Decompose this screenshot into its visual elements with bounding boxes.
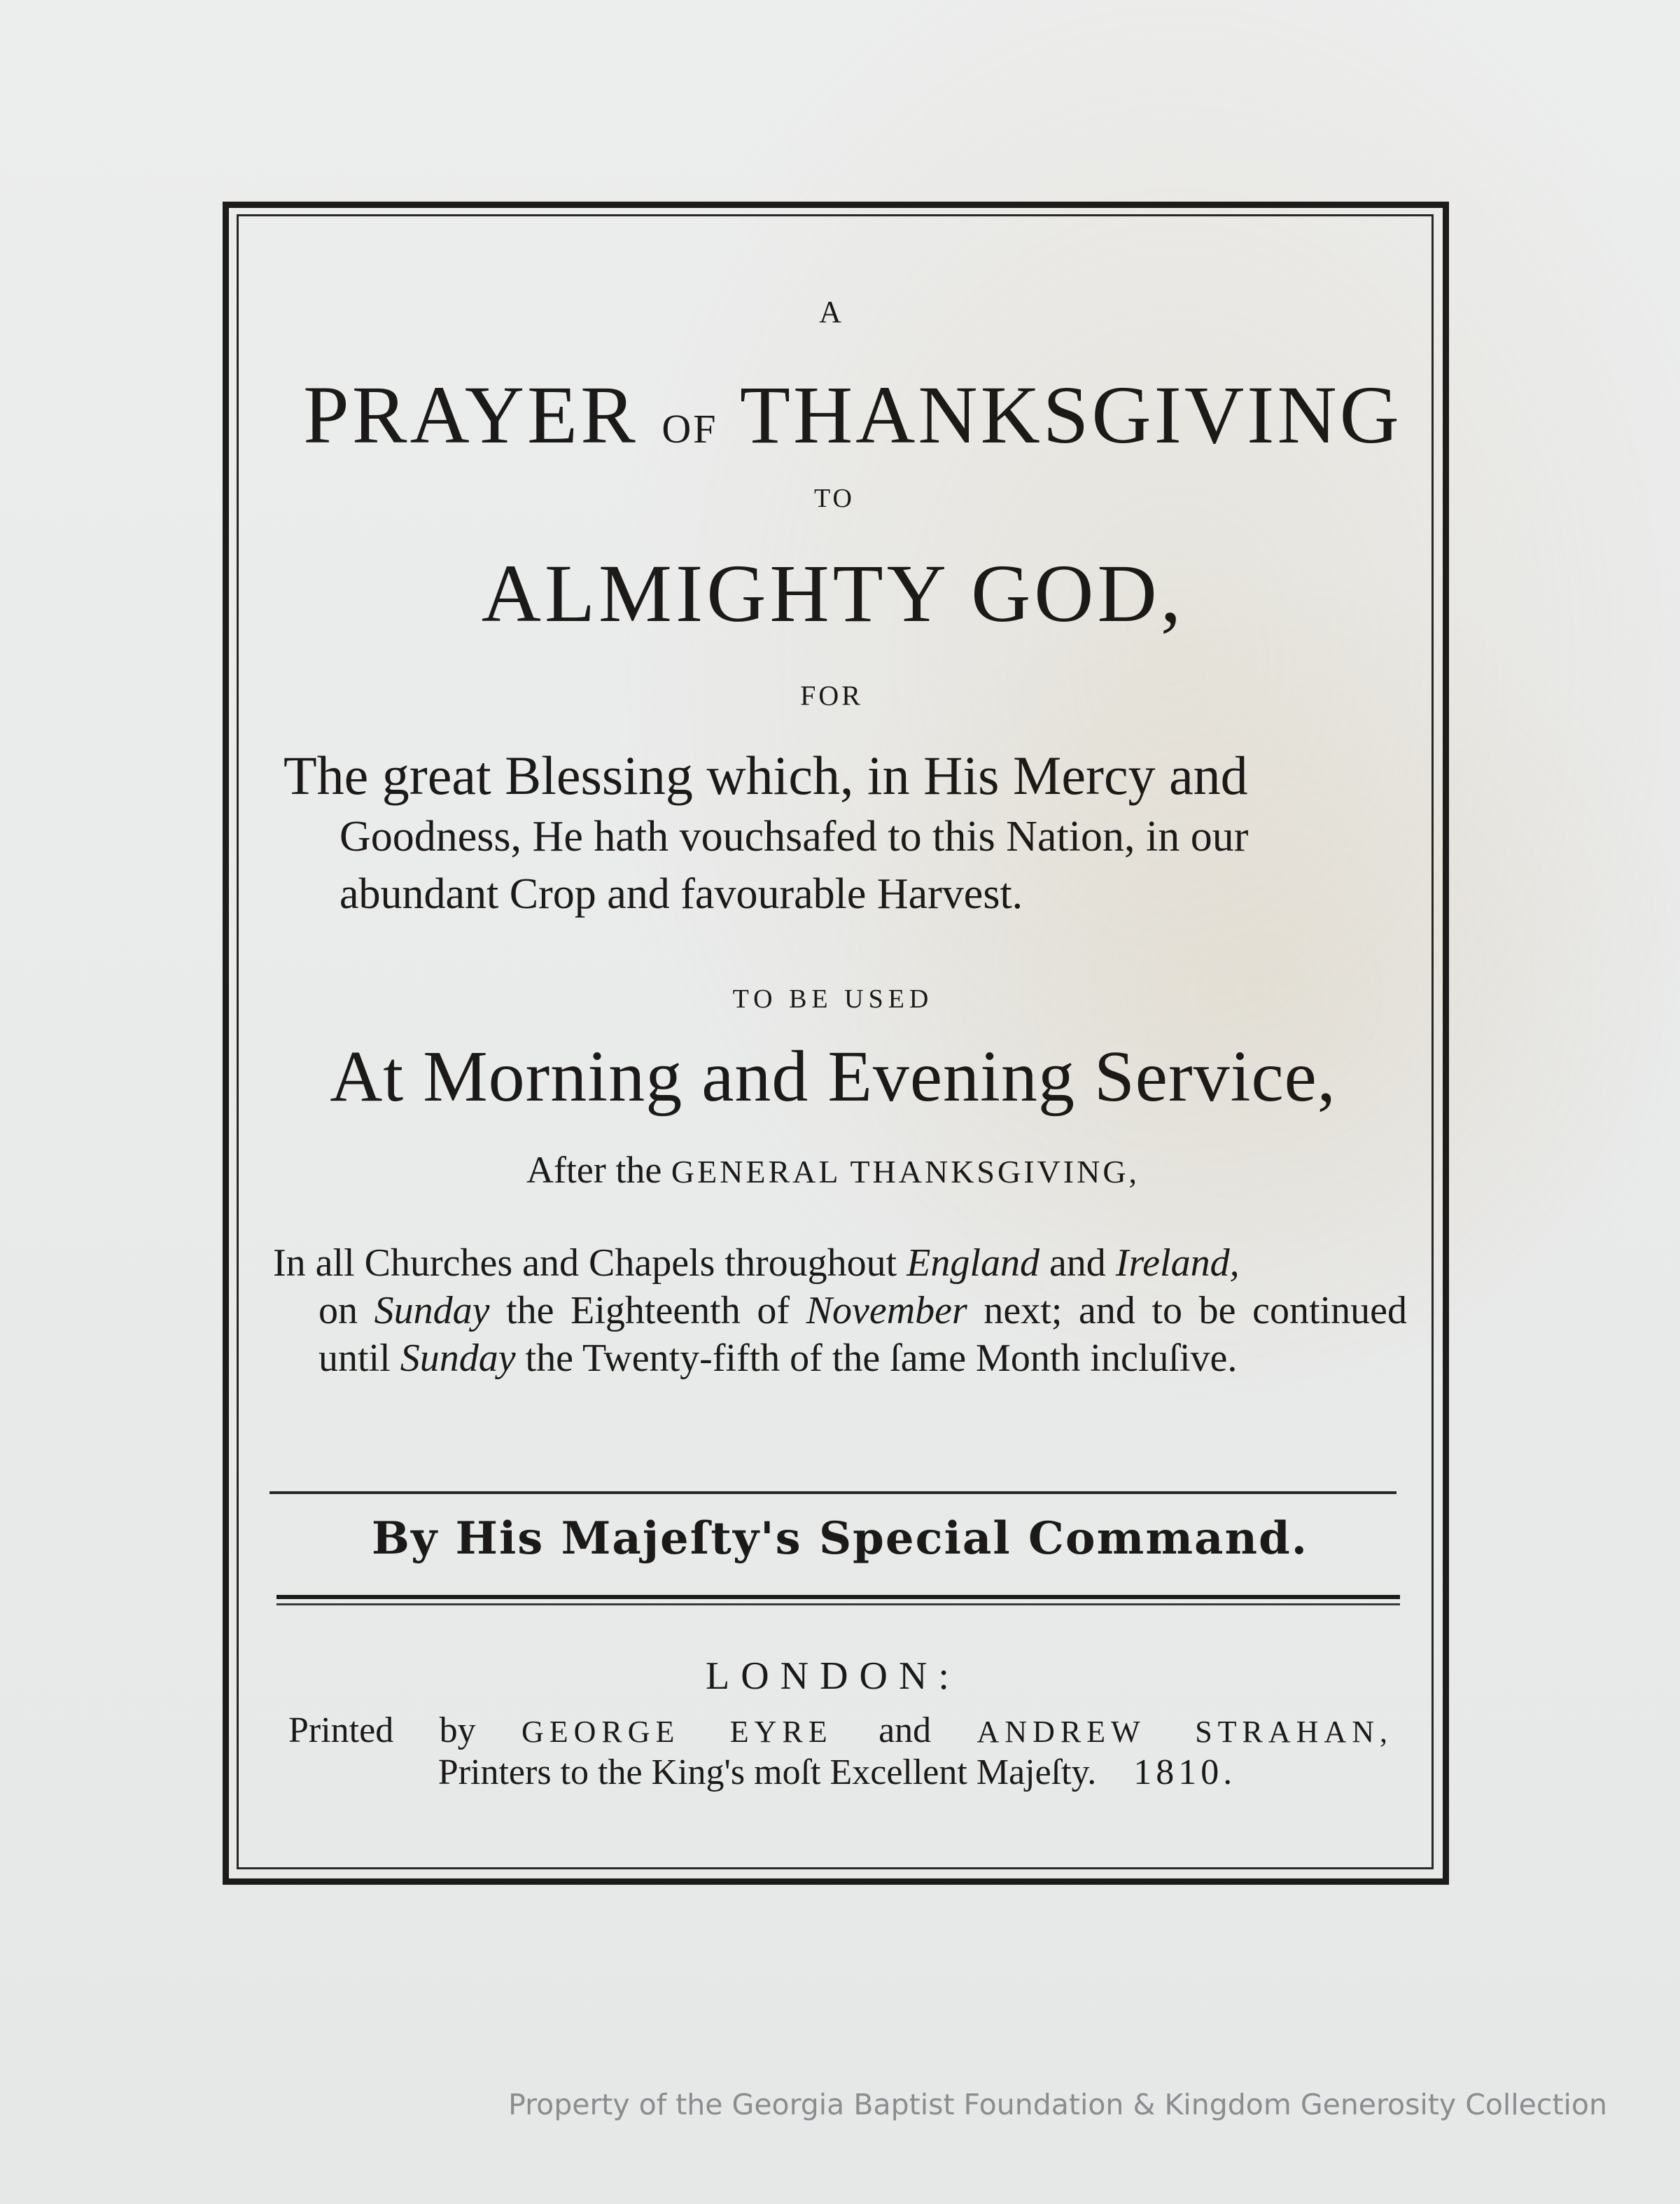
on-text: on <box>318 1289 358 1332</box>
divider-rule <box>270 1491 1396 1494</box>
blessing-rest: Goodness, He hath vouchsafed to this Nation, in our abundant Crop and favourable Harvest. <box>340 813 1249 918</box>
imprint-printed-by <box>288 1708 1393 1755</box>
to-be-used-label: TO BE USED <box>732 984 934 1014</box>
for-label: FOR <box>800 680 863 711</box>
title-almighty-god: ALMIGHTY GOD, <box>481 547 1185 639</box>
imprint-printers-line <box>0 1752 1677 1793</box>
printers-to-king: Printers to the King's moſt Excellent Majeſty. <box>438 1752 1097 1792</box>
and-text: and <box>1049 1241 1106 1285</box>
november: November <box>806 1289 967 1332</box>
printed-by-text: Printed by <box>288 1710 476 1750</box>
twenty-fifth-text: the Twenty-fifth of the ſame Month incluſive. <box>525 1337 1238 1380</box>
title-prayer-of-thanksgiving <box>13 368 1680 463</box>
next-text: next; and to be continued until <box>318 1289 1407 1380</box>
printer-andrew-strahan: ANDREW STRAHAN, <box>976 1715 1394 1749</box>
ireland: Ireland, <box>1115 1241 1240 1285</box>
churches-rest <box>273 1287 1407 1382</box>
sunday-second: Sunday <box>400 1337 516 1380</box>
printer-george-eyre: GEORGE EYRE <box>521 1715 833 1749</box>
title-thanksgiving: THANKSGIVING <box>739 369 1402 461</box>
special-command: By His Majeſty's Special Command. <box>371 1512 1309 1565</box>
article-a: A <box>819 295 844 329</box>
double-rule-bottom <box>276 1603 1400 1605</box>
blessing-first-line: The great Blessing which, in His Mercy and <box>284 745 1248 806</box>
title-of: OF <box>662 406 718 452</box>
title-prayer: PRAYER <box>303 369 638 461</box>
printed-and-text: and <box>878 1710 932 1750</box>
service-heading: At Morning and Evening Service, <box>330 1036 1336 1117</box>
after-prefix: After the <box>526 1149 662 1191</box>
double-rule-top <box>276 1595 1400 1599</box>
general-thanksgiving: GENERAL THANKSGIVING, <box>671 1154 1140 1190</box>
imprint-london: LONDON: <box>706 1654 960 1698</box>
churches-text: In all Churches and Chapels throughout <box>273 1241 897 1285</box>
sunday-first: Sunday <box>374 1289 490 1332</box>
collection-watermark: Property of the Georgia Baptist Foundation & Kingdom Generosity Collection <box>508 2088 1607 2121</box>
blessing-paragraph <box>284 746 1400 923</box>
to-label: TO <box>814 484 855 513</box>
after-thanksgiving-line <box>0 1148 1673 1192</box>
churches-paragraph <box>273 1239 1407 1382</box>
eighteenth-text: the Eighteenth of <box>506 1289 790 1332</box>
england: England <box>906 1241 1040 1285</box>
imprint-year: 1810. <box>1133 1752 1237 1792</box>
